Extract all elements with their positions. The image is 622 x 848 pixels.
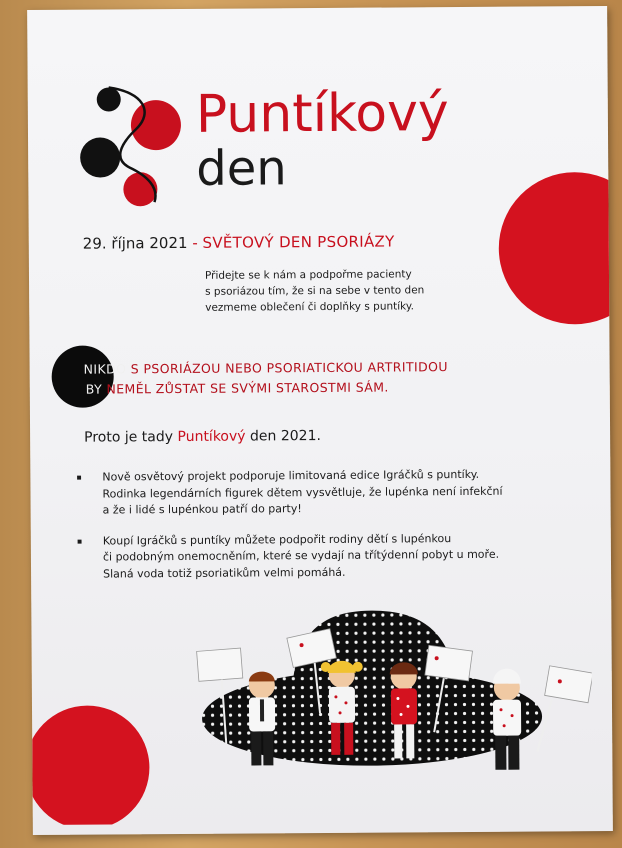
date-dash: - [187, 233, 203, 252]
intro-line-3: vezmeme oblečení či doplňky s puntíky. [205, 300, 414, 314]
intro-text [205, 266, 485, 316]
title-word-1: Puntíkový [195, 83, 449, 145]
list-item [74, 466, 554, 519]
bullet-list [74, 466, 555, 596]
title-word-2: den [196, 140, 287, 197]
slogan [84, 357, 448, 400]
slogan-line-2 [84, 377, 448, 400]
slogan-line-1 [84, 357, 448, 380]
bullet-1-line-2: Rodinka legendárních figurek dětem vysvětluje, že lupénka není infekční [102, 484, 503, 501]
toy-figures-photo [171, 591, 592, 794]
bullet-1-line-3: a že i lidé s lupénkou patří do party! [102, 502, 302, 517]
decorative-red-circle [476, 170, 613, 327]
bullet-2-line-3: Slaná voda totiž psoriatikům velmi pomáhá. [103, 565, 346, 581]
slogan-line-2-rest: NEMĚL ZŮSTAT SE SVÝMI STAROSTMI SÁM. [102, 379, 389, 397]
slogan-line-2-start: BY [85, 381, 103, 397]
slogan-line-1-rest: S PSORIÁZOU NEBO PSORIATICKOU ARTRITIDOU [126, 359, 448, 377]
list-item [75, 530, 555, 583]
logo-dots-icon [74, 67, 195, 218]
proto-line [84, 428, 321, 446]
proto-before: Proto je tady [84, 428, 178, 446]
proto-after: den 2021. [245, 427, 321, 445]
event-name: SVĚTOVÝ DEN PSORIÁZY [202, 232, 395, 252]
slogan-line-1-start: NIKDO [83, 361, 127, 377]
bullet-1-line-1: ▪ Nově osvětový projekt podporuje limitovaná edice Igráčků s puntíky. [102, 467, 480, 484]
event-date: 29. října 2021 [82, 233, 188, 253]
intro-line-2: s psoriázou tím, že si na sebe v tento den [205, 284, 425, 298]
decorative-red-circle-bottom [32, 699, 158, 825]
poster [27, 6, 613, 835]
intro-line-1: Přidejte se k nám a podpořme pacienty [204, 268, 412, 282]
bullet-2-line-2: či podobným onemocněním, které se vydají na třítýdenní pobyt u moře. [102, 547, 500, 564]
bullet-2-line-1: ▪ Koupí Igráčků s puntíky můžete podpořit rodiny dětí s lupénkou [102, 531, 452, 548]
proto-highlight: Puntíkový [177, 428, 246, 445]
toy-figure [493, 669, 522, 770]
date-line [83, 232, 395, 252]
